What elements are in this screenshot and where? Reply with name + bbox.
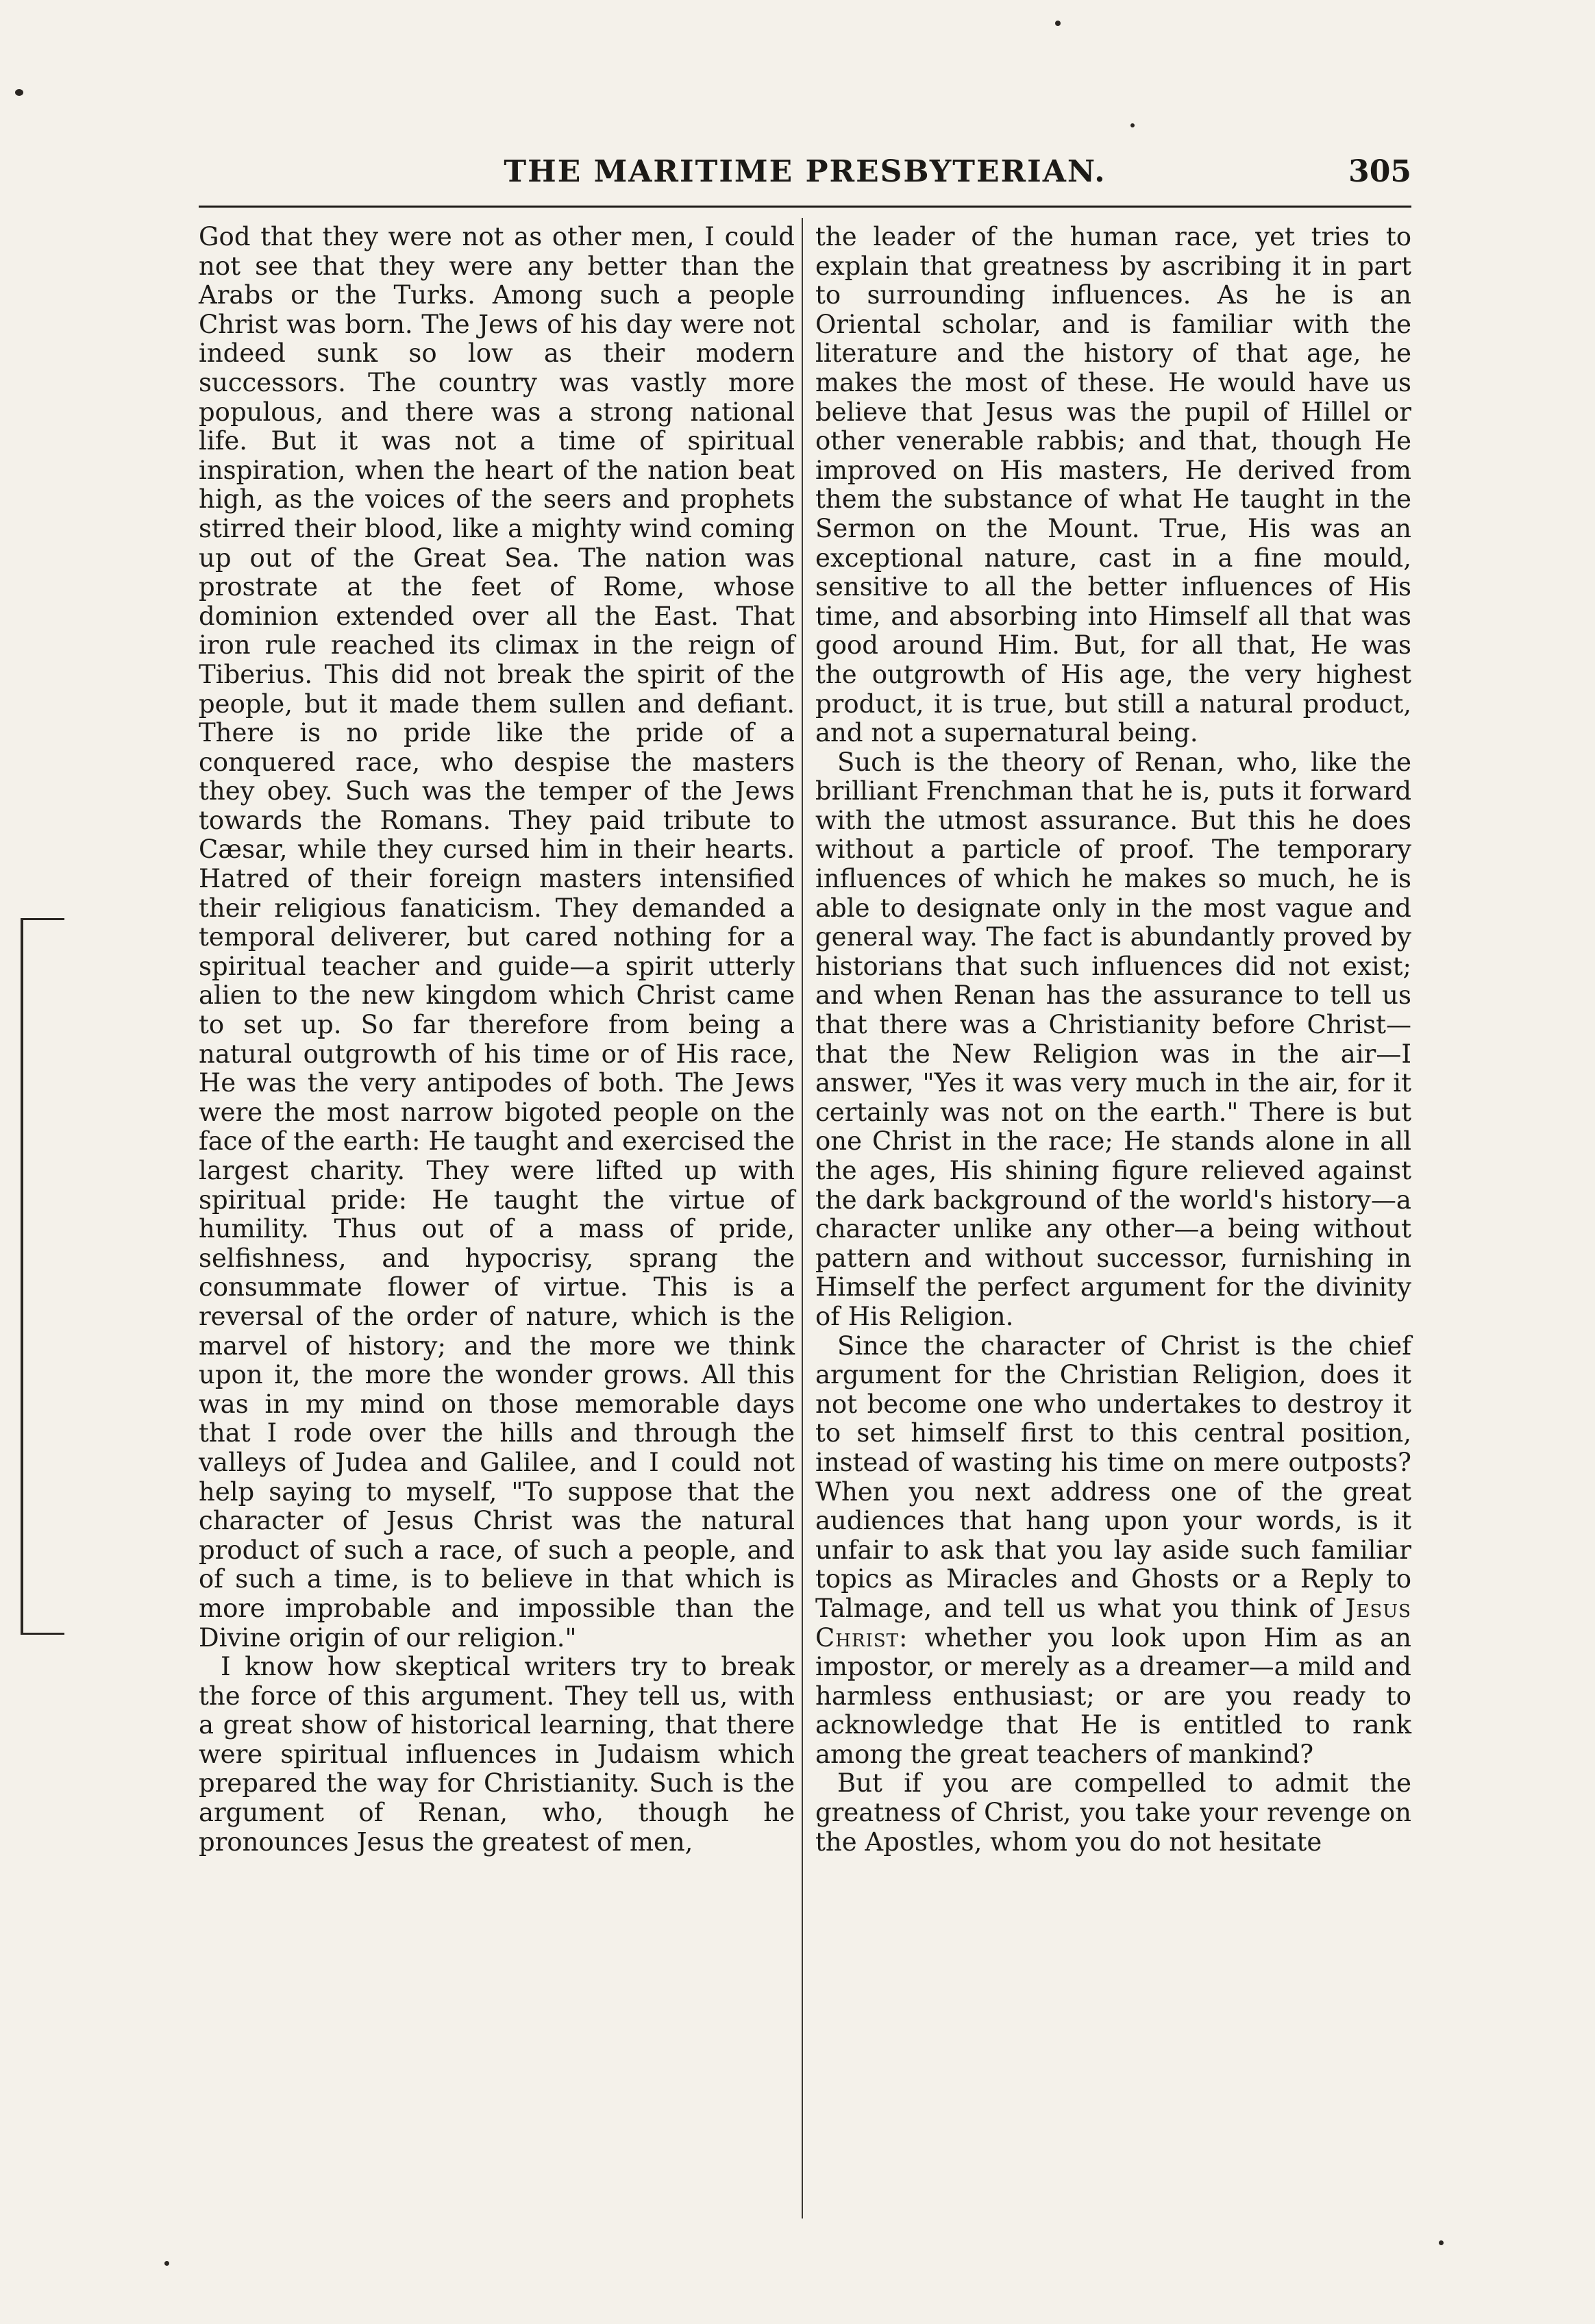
running-title: THE MARITIME PRESBYTERIAN. [504,154,1106,189]
paragraph: the leader of the human race, yet tries to explain that greatness by ascribing it in part to surrounding influences. As he is an Oriental scholar, and is familiar with the literature and the history of that age, he makes the most of these. He would have us believe that Jesus was the pupil of Hillel or other venerable rabbis; and that, though He improved on His masters, He derived from them the substance of what He taught in the Sermon on the Mount. True, His was an exceptional nature, cast in a fine mould, sensitive to all the better influences of His time, and absorbing into Himself all that was good around Him. But, for all that, He was the outgrowth of His age, the very highest product, it is true, but still a natural product, and not a supernatural being. [815,222,1411,748]
paragraph: I know how skeptical writers try to break the force of this argument. They tell us, with a great show of historical learning, that there were spiritual influences in Judaism which prepared the way for Christianity. Such is the argument of Renan, who, though he pronounces Jesus the greatest of men, [199,1652,795,1857]
header-rule [199,206,1411,208]
left-column [199,223,795,1857]
column-divider [802,218,803,2218]
paragraph-text: : whether you look upon Him as an impostor, or merely as a dreamer—a mild and harmless enthusiast; or are you ready to acknowledge that He is entitled to rank among the great teachers of mankind? [815,1622,1411,1769]
ink-speck [1439,2240,1444,2245]
paragraph-text: Since the character of Christ is the chief argument for the Christian Religion, does it not become one who undertakes to destroy it to set himself first to this central position, instead of wasting his time on mere outposts? When you next address one of the great audiences that hang upon your words, is it unfair to ask that you lay aside such familiar topics as Miracles and Ghosts or a Reply to Talmage, and tell us what you think of [815,1331,1411,1623]
paragraph [815,1332,1411,1770]
right-column [815,223,1411,1857]
ink-speck [1130,123,1135,127]
ink-speck [164,2261,169,2266]
paragraph: But if you are compelled to admit the greatness of Christ, you take your revenge on the Apostles, whom you do not hesitate [815,1768,1411,1857]
ink-speck [1055,21,1061,26]
paragraph: Such is the theory of Renan, who, like the brilliant Frenchman that he is, puts it forward with the utmost assurance. But this he does without a particle of proof. The temporary influences of which he makes so much, he is able to designate only in the most vague and general way. The fact is abundantly proved by historians that such influences did not exist; and when Renan has the assurance to tell us that there was a Christianity before Christ—that the New Religion was in the air—I answer, "Yes it was very much in the air, for it certainly was not on the earth." There is but one Christ in the race; He stands alone in all the ages, His shining figure relieved against the dark background of the world's history—a character unlike any other—a being without pattern and without successor, furnishing in Himself the perfect argument for the divinity of His Religion. [815,747,1411,1331]
paragraph: God that they were not as other men, I could not see that they were any better than the Arabs or the Turks. Among such a people Christ was born. The Jews of his day were not indeed sunk so low as their modern successors. The country was vastly more populous, and there was a strong national life. But it was not a time of spiritual inspiration, when the heart of the nation beat high, as the voices of the seers and prophets stirred their blood, like a mighty wind coming up out of the Great Sea. The nation was prostrate at the feet of Rome, whose dominion extended over all the East. That iron rule reached its climax in the reign of Tiberius. This did not break the spirit of the people, but it made them sullen and defiant. There is no pride like the pride of a conquered race, who despise the masters they obey. Such was the temper of the Jews towards the Romans. They paid tribute to Cæsar, while they cursed him in their hearts. Hatred of their foreign masters intensified their religious fanaticism. They demanded a temporal deliverer, but cared nothing for a spiritual teacher and guide—a spirit utterly alien to the new kingdom which Christ came to set up. So far therefore from being a natural outgrowth of his time or of His race, He was the very antipodes of both. The Jews were the most narrow bigoted people on the face of the earth: He taught and exercised the largest charity. They were lifted up with spiritual pride: He taught the virtue of humility. Thus out of a mass of pride, selfishness, and hypocrisy, sprang the consummate flower of virtue. This is a reversal of the order of nature, which is the marvel of history; and the more we think upon it, the more the wonder grows. All this was in my mind on those memorable days that I rode over the hills and through the valleys of Judea and Galilee, and I could not help saying to myself, "To suppose that the character of Jesus Christ was the natural product of such a race, of such a people, and of such a time, is to believe in that which is more improbable and impossible than the Divine origin of our religion." [199,222,795,1653]
ink-speck [15,89,23,96]
margin-bracket-mark [21,918,64,1635]
page-header [199,154,1411,195]
page-number: 305 [1348,154,1411,189]
emphasized-name: Jesus Christ [815,1593,1411,1653]
